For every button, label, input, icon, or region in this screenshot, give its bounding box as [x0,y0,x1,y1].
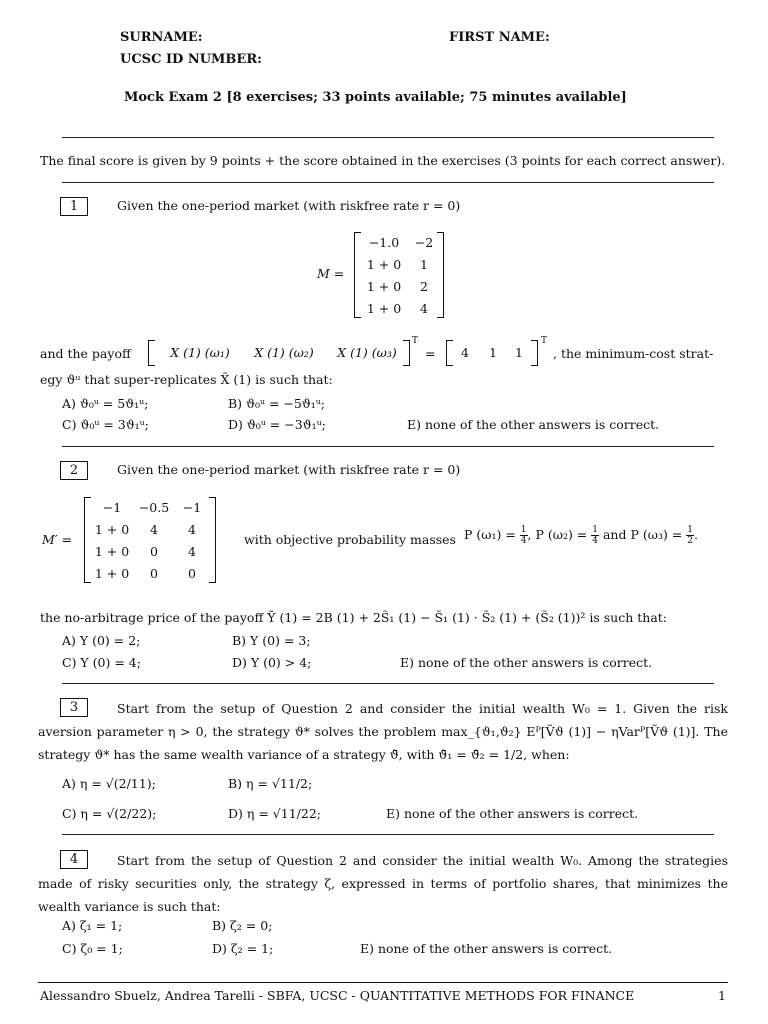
payoff-value: 4 [461,345,469,360]
prob-1: P (ω₁) = [464,527,516,542]
matrix-cell: 2 [420,279,428,294]
probability-text: with objective probability masses [244,532,456,547]
separator [62,683,714,684]
matrix-m [354,232,444,318]
payoff-component: X (1) (ω₃) [337,345,397,360]
payoff-tail-line2: egy ϑᵘ that super-replicates X̃ (1) is such that: [40,372,333,387]
matrix-cell: −1 [102,500,122,515]
answer-e: E) none of the other answers is correct. [400,655,653,670]
surname-label: SURNAME: [120,30,203,45]
footer-text: Alessandro Sbuelz, Andrea Tarelli - SBFA, UCSC - QUANTITATIVE METHODS FOR FINANCE [40,988,635,1003]
question-4-number: 4 [60,850,88,869]
payoff-value: 1 [489,345,497,360]
payoff-component: X (1) (ω₂) [254,345,314,360]
payoff-vector [148,340,410,366]
question-1-number: 1 [60,197,88,216]
transpose-mark: T [541,336,548,346]
matrix-cell: −0.5 [138,500,170,515]
matrix-cell: 4 [420,301,428,316]
transpose-mark: T [412,336,419,346]
equals-sign: = [425,346,436,361]
footer-rule [38,982,728,983]
fraction: $\frac{1}{2}$ [687,525,693,546]
first-name-label: FIRST NAME: [449,30,550,45]
probability-masses: P (ω₁) = $\frac{1}{4}$ , P (ω₂) = $\frac{1}{4}$ and P (ω₃) = $\frac{1}{2}$ . [464,525,698,546]
matrix-m-label: M = [317,266,345,281]
answer-b: B) Y (0) = 3; [232,633,311,648]
fraction: $\frac{1}{4}$ [520,525,527,546]
matrix-cell: 0 [150,544,158,559]
answer-a: A) Y (0) = 2; [62,633,141,648]
matrix-cell: 4 [150,522,158,537]
answer-e: E) none of the other answers is correct. [360,941,613,956]
id-number-label: UCSC ID NUMBER: [120,52,262,67]
matrix-cell: 1 + 0 [366,257,402,272]
payoff-tail: , the minimum-cost strat- [553,346,714,361]
payoff-value-vector [446,340,538,366]
payoff-value: 1 [515,345,523,360]
answer-c: C) Y (0) = 4; [62,655,141,670]
question-3-number: 3 [60,698,88,717]
separator [62,182,714,183]
question-4-text: Start from the setup of Question 2 and consider the initial wealth W₀. Among the strategies made of risky securities only, the strategy ζ, expressed in terms of portfolio shares, that minimizes the wealth variance is such that: [38,853,728,914]
matrix-cell: 4 [188,522,196,537]
answer-a: A) ϑ₀ᵘ = 5ϑ₁ᵘ; [62,396,149,411]
matrix-cell: 0 [150,566,158,581]
answer-a: A) η = √(2/11); [62,776,156,791]
payoff-component: X (1) (ω₁) [170,345,230,360]
matrix-cell: 1 [420,257,428,272]
prob-3: P (ω₃) = [630,527,683,542]
answer-e: E) none of the other answers is correct. [386,806,639,821]
answer-a: A) ζ₁ = 1; [62,918,123,933]
matrix-cell: −2 [414,235,434,250]
answer-d: D) ϑ₀ᵘ = −3ϑ₁ᵘ; [228,417,326,432]
matrix-cell: −1.0 [368,235,400,250]
matrix-cell: −1 [182,500,202,515]
question-1-intro: Given the one-period market (with riskfree rate r = 0) [117,198,461,213]
page-number: 1 [718,988,726,1003]
separator [62,137,714,138]
prob-2: P (ω₂) = [535,527,588,542]
question-2-intro: Given the one-period market (with riskfree rate r = 0) [117,462,461,477]
answer-c: C) ϑ₀ᵘ = 3ϑ₁ᵘ; [62,417,149,432]
matrix-cell: 1 + 0 [94,544,130,559]
answer-b: B) η = √11/2; [228,776,313,791]
matrix-cell: 4 [188,544,196,559]
answer-d: D) η = √11/22; [228,806,321,821]
exam-title: Mock Exam 2 [8 exercises; 33 points available; 75 minutes available] [124,90,627,105]
answer-b: B) ϑ₀ᵘ = −5ϑ₁ᵘ; [228,396,325,411]
separator [62,834,714,835]
matrix-cell: 0 [188,566,196,581]
matrix-cell: 1 + 0 [366,279,402,294]
matrix-cell: 1 + 0 [94,566,130,581]
matrix-m-prime [84,497,216,583]
score-note: The final score is given by 9 points + the score obtained in the exercises (3 points for each correct answer). [40,153,726,168]
separator [62,446,714,447]
answer-c: C) η = √(2/22); [62,806,157,821]
question-2-payoff: the no-arbitrage price of the payoff Ỹ (1) = 2B (1) + 2S̃₁ (1) − S̃₁ (1) · S̃₂ (1) + (S̃₂ (1))² is such that: [40,610,668,625]
matrix-cell: 1 + 0 [94,522,130,537]
question-2-number: 2 [60,461,88,480]
answer-c: C) ζ₀ = 1; [62,941,123,956]
matrix-m-prime-label: M′ = [42,532,73,547]
fraction: $\frac{1}{4}$ [592,525,598,546]
question-3-text: Start from the setup of Question 2 and consider the initial wealth W₀ = 1. Given the risk aversion parameter η > 0, the strategy ϑ* solves the problem max_{ϑ₁,ϑ₂} Eᴾ[Ṽϑ (1)] − ηVarᴾ[Ṽϑ (1)]. The strategy ϑ* has the same wealth variance of a strategy ϑ̄, with ϑ̄₁ = ϑ̄₂ = 1/2, when: [38,701,728,762]
answer-b: B) ζ₂ = 0; [212,918,273,933]
answer-d: D) ζ₂ = 1; [212,941,274,956]
payoff-lead: and the payoff [40,346,131,361]
matrix-cell: 1 + 0 [366,301,402,316]
answer-d: D) Y (0) > 4; [232,655,312,670]
answer-e: E) none of the other answers is correct. [407,417,660,432]
